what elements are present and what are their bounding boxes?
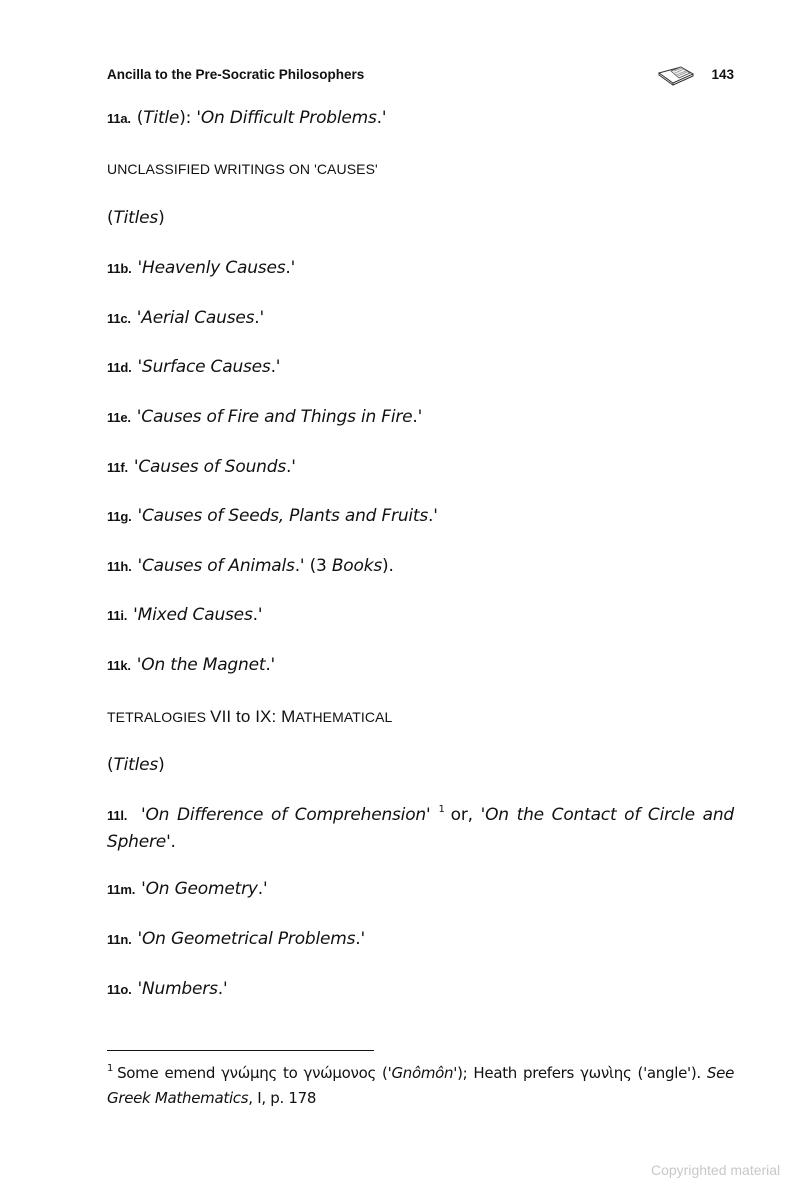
text: ) [158, 755, 165, 775]
text: ' [136, 655, 142, 675]
italic-text: Gnômôn [391, 1064, 454, 1082]
entry-label: 11k. [107, 658, 131, 673]
italic-text: On the Contact of Circle and Sphere [107, 805, 734, 852]
italic-text: Mixed Causes [137, 605, 253, 625]
footnote-divider [107, 1050, 374, 1051]
entry-label: 11e. [107, 410, 131, 425]
entry-11a [107, 108, 386, 128]
text: ' [137, 556, 142, 576]
italic-text: On Difference of Comprehension [145, 805, 426, 825]
text: , I, p. 178 [248, 1089, 317, 1107]
entry-11k [107, 655, 275, 675]
italic-text: Causes of Sounds [138, 457, 286, 477]
italic-text: Causes of Seeds, Plants and Fruits [141, 506, 429, 526]
titles-subheading [107, 755, 165, 775]
text: .' [270, 357, 281, 377]
footnote-1 [107, 1062, 734, 1110]
text: ( [107, 755, 114, 775]
text: ) [158, 208, 165, 228]
copyright-watermark: Copyrighted material [651, 1162, 781, 1178]
italic-text: On the Magnet [141, 655, 266, 675]
italic-text: Heavenly Causes [141, 258, 286, 278]
text: .' (3 [294, 556, 332, 576]
titles-subheading [107, 208, 165, 228]
text: ' [140, 805, 146, 825]
text: ' [137, 258, 142, 278]
entry-11e [107, 407, 422, 427]
entry-label: 11o. [107, 982, 132, 997]
text: TETRALOGIES [107, 709, 207, 725]
running-title: Ancilla to the Pre-Socratic Philosophers [107, 67, 365, 82]
entry-11f [107, 457, 296, 477]
italic-text: Numbers [141, 979, 218, 999]
text: ' [136, 308, 142, 328]
entry-label: 11h. [107, 559, 132, 574]
text: .' [257, 879, 268, 899]
footnote-ref[interactable]: 1 [438, 804, 445, 815]
text: .' [428, 506, 438, 526]
italic-text: On Geometry [145, 879, 258, 899]
text: .' [412, 407, 423, 427]
entry-11o [107, 979, 227, 999]
italic-text: Titles [113, 208, 159, 228]
entry-11m [107, 879, 267, 899]
text: VII to IX: M [210, 707, 296, 726]
text: ' [137, 506, 142, 526]
text: ' [137, 929, 142, 949]
entry-label: 11m. [107, 882, 136, 897]
entry-label: 11n. [107, 932, 132, 947]
entry-label: 11d. [107, 360, 132, 375]
entry-label: 11l. [107, 808, 128, 823]
italic-text: Title [143, 108, 180, 128]
section-heading-mathematical [107, 707, 392, 727]
text: '); Heath prefers γωνὶης ('angle'). [453, 1064, 707, 1082]
text: ). [382, 556, 394, 576]
text: .' [355, 929, 365, 949]
entry-label: 11c. [107, 311, 131, 326]
footnote-marker: 1 [107, 1063, 114, 1074]
entry-11n [107, 929, 365, 949]
text: ATHEMATICAL [295, 709, 393, 725]
entry-11l [107, 803, 734, 855]
italic-text: See Greek Mathematics [107, 1064, 735, 1107]
text: .' [252, 605, 263, 625]
entry-11b [107, 258, 295, 278]
italic-text: On Difficult Problems [200, 108, 377, 128]
text: .' [286, 457, 296, 477]
entry-11h [107, 556, 394, 576]
italic-text: Causes of Fire and Things in Fire [141, 407, 413, 427]
text: or, ' [450, 805, 486, 825]
italic-text: Surface Causes [141, 357, 271, 377]
italic-text: On Geometrical Problems [141, 929, 356, 949]
italic-text: Books [331, 556, 383, 576]
text: Some emend γνώμης to γνώμονος (' [117, 1064, 392, 1082]
entry-11d [107, 357, 280, 377]
italic-text: Aerial Causes [141, 308, 255, 328]
page-number: 143 [711, 67, 734, 82]
page-header [107, 67, 734, 89]
text: ' [137, 357, 142, 377]
text: ' [133, 457, 139, 477]
text: .' [254, 308, 264, 328]
italic-text: Causes of Animals [141, 556, 295, 576]
italic-text: Titles [113, 755, 159, 775]
text: '. [166, 832, 176, 852]
text: ( [136, 108, 144, 128]
text: ' [133, 605, 138, 625]
text: ' [136, 407, 142, 427]
text: ( [107, 208, 114, 228]
text: .' [285, 258, 296, 278]
text: ' [425, 805, 431, 825]
entry-11g [107, 506, 438, 526]
entry-label: 11b. [107, 261, 132, 276]
entry-label: 11g. [107, 509, 132, 524]
text: .' [265, 655, 276, 675]
entry-label: 11a. [107, 111, 131, 126]
text: ' [137, 979, 142, 999]
entry-label: 11f. [107, 460, 128, 475]
text: .' [376, 108, 387, 128]
text: ): ' [179, 108, 201, 128]
entry-11i [107, 605, 262, 625]
entry-11c [107, 308, 264, 328]
section-heading-causes: UNCLASSIFIED WRITINGS ON 'CAUSES' [107, 161, 378, 177]
entry-label: 11i. [107, 608, 128, 623]
open-book-icon [657, 65, 697, 87]
text: ' [141, 879, 146, 899]
text: .' [217, 979, 228, 999]
